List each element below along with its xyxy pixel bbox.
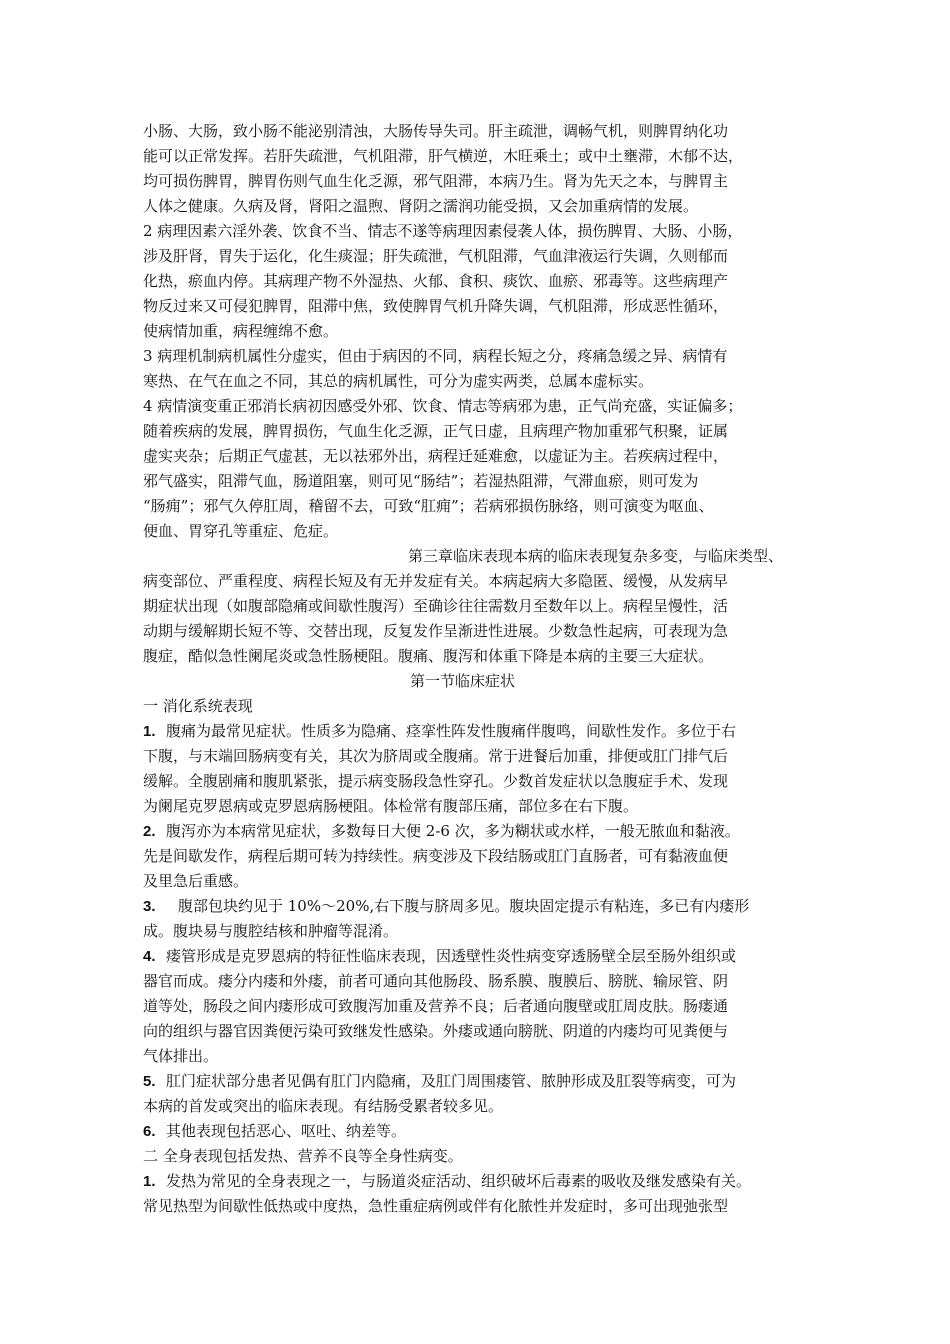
- text-line: 小肠、大肠，致小肠不能泌别清浊，大肠传导失司。肝主疏泄，调畅气机，则脾胃纳化功: [143, 122, 729, 140]
- list-item-number: [143, 1070, 156, 1092]
- text-line: 化热，瘀血内停。其病理产物不外湿热、火郁、食积、痰饮、血瘀、邪毒等。这些病理产: [143, 272, 729, 290]
- text-line: 腹症，酷似急性阑尾炎或急性肠梗阻。腹痛、腹泻和体重下降是本病的主要三大症状。: [143, 647, 714, 665]
- text-line: 瘘管形成是克罗恩病的特征性临床表现，因透壁性炎性病变穿透肠壁全层至肠外组织或: [166, 947, 737, 965]
- subsection-heading: 一 消化系统表现: [143, 697, 253, 715]
- list-number: 1.: [143, 1173, 156, 1190]
- text-line: 3 病理机制病机属性分虚实，但由于病因的不同，病程长短之分，疼痛急缓之异、病情有: [143, 347, 728, 365]
- text-line: 先是间歇发作，病程后期可转为持续性。病变涉及下段结肠或肛门直肠者，可有黏液血便: [143, 847, 729, 865]
- text-line: 能可以正常发挥。若肝失疏泄，气机阻滞，肝气横逆，木旺乘土；或中土壅滞，木郁不达，: [143, 147, 744, 165]
- text-line: 病变部位、严重程度、病程长短及有无并发症有关。本病起病大多隐匿、缓慢，从发病早: [143, 572, 729, 590]
- text-line: 寒热、在气在血之不同，其总的病机属性，可分为虚实两类，总属本虚标实。: [143, 372, 654, 390]
- text-line: “肠痈”；邪气久停肛周，稽留不去，可致“肛痈”；若病邪损伤脉络，则可演变为呕血、: [143, 497, 714, 515]
- text-line: 为阑尾克罗恩病或克罗恩病肠梗阻。体检常有腹部压痛，部位多在右下腹。: [143, 797, 639, 815]
- text-line: 2 病理因素六淫外袭、饮食不当、情志不遂等病理因素侵袭人体，损伤脾胃、大肠、小肠，: [143, 222, 743, 240]
- text-line: 均可损伤脾胃，脾胃伤则气血生化乏源，邪气阻滞，本病乃生。肾为先天之本，与脾胃主: [143, 172, 729, 190]
- list-number: 4.: [143, 948, 156, 965]
- list-item-number: [143, 820, 156, 842]
- section-heading: 第一节临床症状: [410, 672, 516, 690]
- text-line: 本病的首发或突出的临床表现。有结肠受累者较多见。: [143, 1097, 504, 1115]
- list-item-number: [143, 895, 156, 917]
- list-number: 5.: [143, 1073, 156, 1090]
- text-line: 腹部包块约见于 10%～20%,右下腹与脐周多见。腹块固定提示有粘连，多已有内瘘形: [178, 897, 750, 915]
- list-number: 2.: [143, 823, 156, 840]
- text-line: 便血、胃穿孔等重症、危症。: [143, 522, 339, 540]
- text-line: 涉及肝肾，胃失于运化，化生痰湿；肝失疏泄，气机阻滞，气血津液运行失调，久则郁而: [143, 247, 729, 265]
- text-line: 动期与缓解期长短不等、交替出现，反复发作呈渐进性进展。少数急性起病，可表现为急: [143, 622, 729, 640]
- chapter-heading-line: 第三章临床表现本病的临床表现复杂多变，与临床类型、: [408, 547, 784, 565]
- list-number: 6.: [143, 1123, 156, 1140]
- text-line: 虚实夹杂；后期正气虚甚，无以祛邪外出，病程迁延难愈，以虚证为主。若疾病过程中，: [143, 447, 729, 465]
- text-line: 期症状出现（如腹部隐痛或间歇性腹泻）至确诊往往需数月至数年以上。病程呈慢性，活: [143, 597, 729, 615]
- text-line: 缓解。全腹剧痛和腹肌紧张，提示病变肠段急性穿孔。少数首发症状以急腹症手术、发现: [143, 772, 729, 790]
- text-line: 4 病情演变重正邪消长病初因感受外邪、饮食、情志等病邪为患，正气尚充盛，实证偏多；: [143, 397, 743, 415]
- text-line: 成。腹块易与腹腔结核和肿瘤等混淆。: [143, 922, 399, 940]
- text-line: 邪气盛实，阻滞气血，肠道阻塞，则可见“肠结”；若湿热阻滞，气滞血瘀，则可发为: [143, 472, 699, 490]
- text-line: 及里急后重感。: [143, 872, 249, 890]
- list-number: 3.: [143, 898, 156, 915]
- text-line: 物反过来又可侵犯脾胃，阻滞中焦，致使脾胃气机升降失调，气机阻滞，形成恶性循环，: [143, 297, 729, 315]
- list-item-number: [143, 1120, 156, 1142]
- text-line: 下腹，与末端回肠病变有关，其次为脐周或全腹痛。常于进餐后加重，排便或肛门排气后: [143, 747, 729, 765]
- list-item-number: [143, 720, 156, 742]
- text-line: 气体排出。: [143, 1047, 219, 1065]
- subsection-heading: 二 全身表现包括发热、营养不良等全身性病变。: [143, 1147, 463, 1165]
- list-number: 1.: [143, 723, 156, 740]
- text-line: 使病情加重，病程缠绵不愈。: [143, 322, 339, 340]
- text-line: 常见热型为间歇性低热或中度热，急性重症病例或伴有化脓性并发症时，多可出现弛张型: [143, 1197, 729, 1215]
- list-item-number: [143, 1170, 156, 1192]
- text-line: 人体之健康。久病及肾，肾阳之温煦、肾阴之濡润功能受损，又会加重病情的发展。: [143, 197, 699, 215]
- text-line: 肛门症状部分患者见偶有肛门内隐痛，及肛门周围瘘管、脓肿形成及肛裂等病变，可为: [166, 1072, 737, 1090]
- text-line: 道等处，肠段之间内瘘形成可致腹泻加重及营养不良；后者通向腹壁或肛周皮肤。肠瘘通: [143, 997, 729, 1015]
- text-line: 发热为常见的全身表现之一，与肠道炎症活动、组织破坏后毒素的吸收及继发感染有关。: [166, 1172, 752, 1190]
- list-item-number: [143, 945, 156, 967]
- text-line: 腹痛为最常见症状。性质多为隐痛、痉挛性阵发性腹痛伴腹鸣，间歇性发作。多位于右: [166, 722, 737, 740]
- text-line: 向的组织与器官因粪便污染可致继发性感染。外瘘或通向膀胱、阴道的内瘘均可见粪便与: [143, 1022, 729, 1040]
- text-line: 腹泻亦为本病常见症状，多数每日大便 2-6 次，多为糊状或水样，一般无脓血和黏液。: [166, 822, 740, 840]
- text-line: 其他表现包括恶心、呕吐、纳差等。: [166, 1122, 407, 1140]
- text-line: 随着疾病的发展，脾胃损伤，气血生化乏源，正气日虚，且病理产物加重邪气积聚，证属: [143, 422, 729, 440]
- text-line: 器官而成。瘘分内瘘和外瘘，前者可通向其他肠段、肠系膜、腹膜后、膀胱、输尿管、阴: [143, 972, 729, 990]
